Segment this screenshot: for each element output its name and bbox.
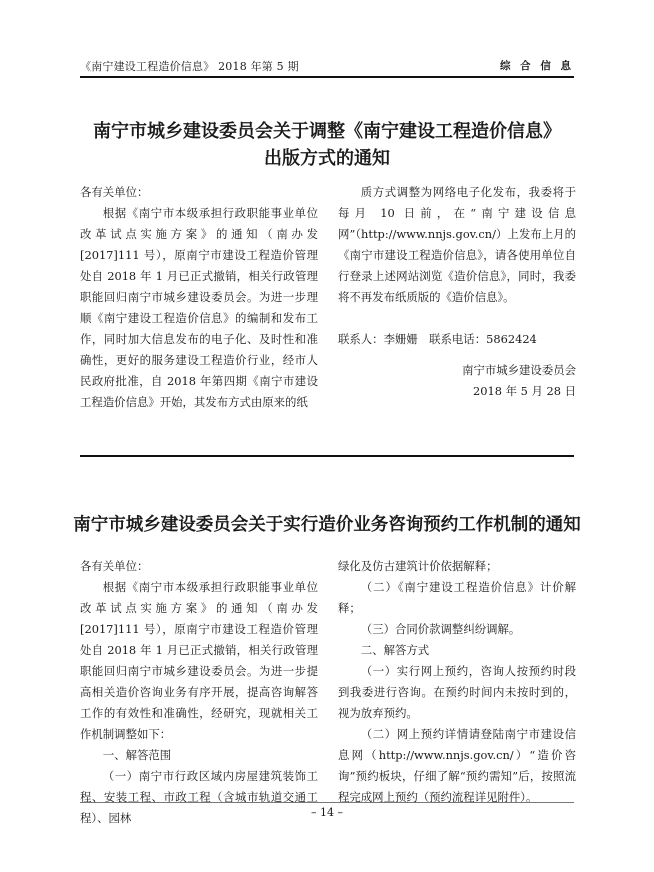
running-header bbox=[80, 54, 574, 74]
article1-body-continued: 质方式调整为网络电子化发布，我委将于每月 10 日前，在“南宁建设信息网”（http://www.nnjs.gov.cn/）上发布上月的《南宁市建设工程造价信息》，请各使用单位自行登录上述网站浏览《造价信息》，同时，我委将不再发布纸质版的《造价信息》。 bbox=[338, 185, 576, 304]
header-rule bbox=[80, 76, 574, 78]
article2-scope-item-3: （三）合同价款调整纠纷调解。 bbox=[360, 622, 521, 636]
article2-scope-item-1: （一）南宁市行政区域内房屋建筑装饰工程、安装工程、市政工程（含城市轨道交通工程）、园林 bbox=[80, 769, 318, 825]
article1-title bbox=[80, 118, 574, 172]
article2-salutation: 各有关单位： bbox=[80, 559, 149, 573]
article1-title-line1: 南宁市城乡建设委员会关于调整《南宁建设工程造价信息》 bbox=[93, 121, 561, 142]
article1-body-paragraph: 根据《南宁市本级承担行政职能事业单位改革试点实施方案》的通知（南办发[2017]111 号），原南宁市建设工程造价管理处自 2018 年 1 月已正式撤销，相关行政管理职能回归南宁市城乡建设委员会。为进一步理顺《南宁建设工程造价信息》的编制和发布工作，同时加大信息发布的电子化、及时性和准确性，更好的服务建设工程造价行业，经市人民政府批准，自 2018 年第四期《南宁市建设工程造价信息》开始，其发布方式由原来的纸 bbox=[80, 206, 318, 409]
article-divider-rule bbox=[80, 455, 574, 457]
footer-rule bbox=[80, 802, 574, 803]
article1-signature-org: 南宁市城乡建设委员会 bbox=[462, 363, 576, 377]
article2-body-paragraph: 根据《南宁市本级承担行政职能事业单位改革试点实施方案》的通知（南办发[2017]111 号），原南宁市建设工程造价管理处自 2018 年 1 月已正式撤销，相关行政管理职能回归南宁市城乡建设委员会。为进一步提高相关造价咨询业务有序开展，提高咨询解答工作的有效性和准确性，经研究，现就相关工作机制调整如下： bbox=[80, 580, 318, 741]
article2-method-item-2: （二）网上预约详情请登陆南宁市建设信息网（http://www.nnjs.gov.cn/）“造价咨询”预约板块，仔细了解“预约需知”后，按照流程完成网上预约（预约流程详见附件）。 bbox=[338, 727, 576, 804]
section-label: 综 合 信 息 bbox=[500, 60, 574, 72]
article2-section-heading: 一、解答范围 bbox=[102, 748, 172, 762]
article1-title-line2: 出版方式的通知 bbox=[264, 148, 390, 169]
article1-left-column bbox=[80, 182, 318, 413]
article2-left-column bbox=[80, 556, 318, 829]
article2-scope-item-2: （二）《南宁建设工程造价信息》计价解释； bbox=[338, 580, 576, 615]
article2-method-item-1: （一）实行网上预约，咨询人按预约时段到我委进行咨询。在预约时间内未按时到的，视为放弃预约。 bbox=[338, 664, 576, 720]
article1-signature-date: 2018 年 5 月 28 日 bbox=[472, 384, 576, 398]
journal-issue-label: 《南宁建设工程造价信息》 2018 年第 5 期 bbox=[80, 60, 299, 73]
article1-contact: 联系人：李姗姗 联系电话：5862424 bbox=[338, 332, 537, 346]
article1-right-column bbox=[338, 182, 576, 402]
page-number: – 14 – bbox=[311, 806, 343, 819]
article1-salutation: 各有关单位： bbox=[80, 185, 149, 199]
article2-title: 南宁市城乡建设委员会关于实行造价业务咨询预约工作机制的通知 bbox=[73, 515, 581, 535]
article2-scope-item-1-continued: 绿化及仿古建筑计价依据解释； bbox=[338, 559, 498, 573]
article2-right-column bbox=[338, 556, 576, 808]
article2-section-heading-2: 二、解答方式 bbox=[360, 643, 430, 657]
